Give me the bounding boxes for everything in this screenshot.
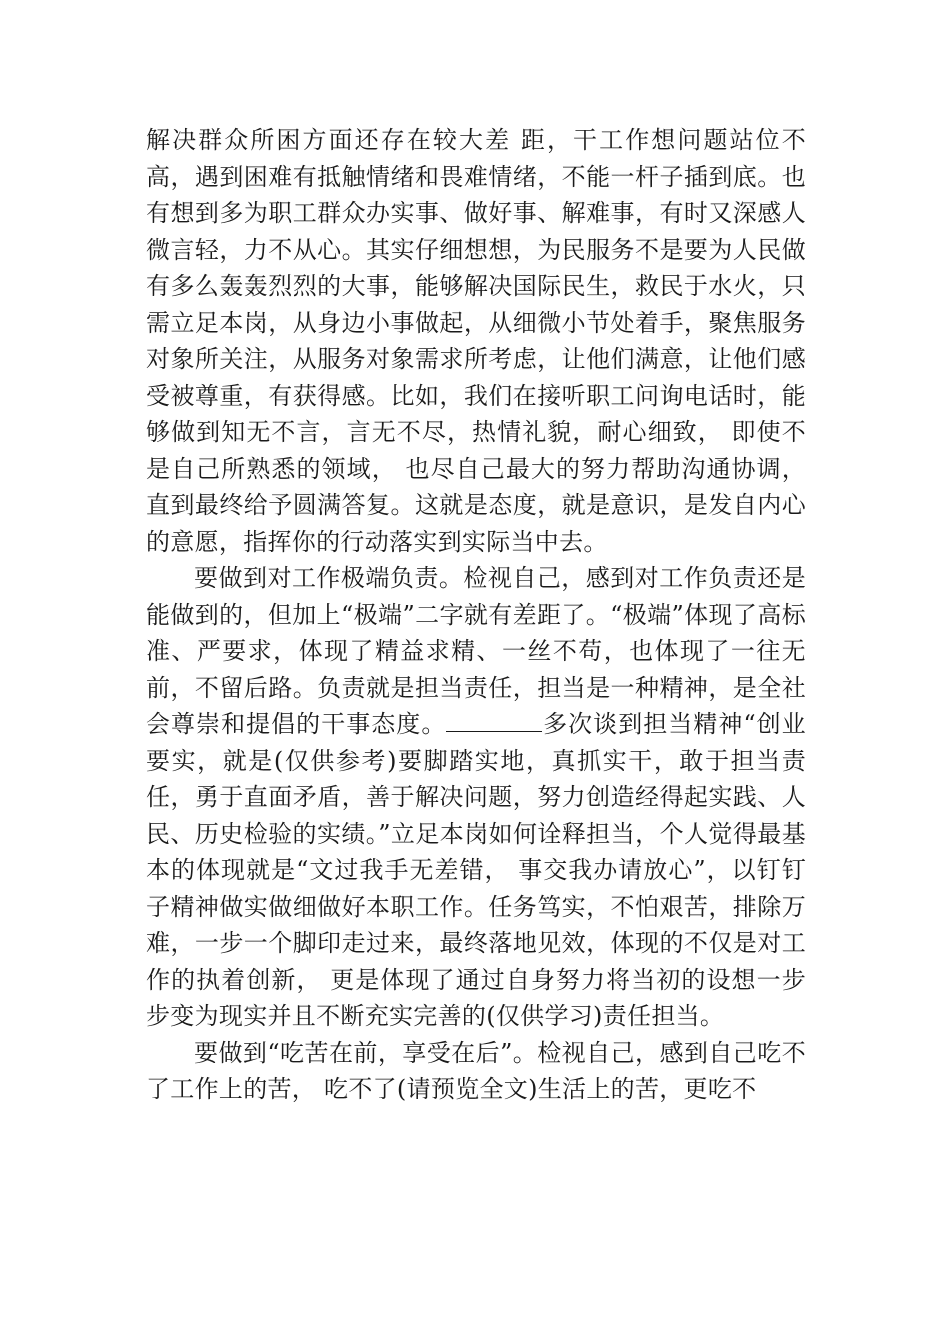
paragraph-2-text-before: 要做到对工作极端负责。检视自己，感到对工作负责还是能做到的，但加上“极端”二字就有差距了。“极端”体现了高标准、严要求，体现了精益求精、一丝不苟，也体现了一往无前，不留后路。负责就是担当责任，担当是一种精神，是全社会尊崇和提倡的干事态度。 — [146, 564, 806, 738]
paragraph-3: 要做到“吃苦在前，享受在后”。检视自己，感到自己吃不了工作上的苦， 吃不了(请预览全文)生活上的苦，更吃不 — [146, 1038, 806, 1103]
paragraph-2-text-after: 多次谈到担当精神“创业要实，就是(仅供参考)要脚踏实地，真抓实干，敢于担当责任，勇于直面矛盾，善于解决问题，努力创造经得起实践、人民、历史检验的实绩。”立足本岗如何诠释担当，个人觉得最基本的体现就是“文过我手无差错， 事交我办请放心”，以钉钉子精神做实做细做好本职工作。任务笃实，不怕艰苦，排除万难，一步一个脚印走过来，最终落地见效，体现的不仅是对工作的执着创新， 更是体现了通过自身努力将当初的设想一步步变为现实并且不断充实完善的(仅供学习)责任担当。 — [146, 710, 806, 1030]
paragraph-1: 解决群众所困方面还存在较大差 距，干工作想问题站位不高，遇到困难有抵触情绪和畏难情绪，不能一杆子插到底。也有想到多为职工群众办实事、做好事、解难事，有时又深感人微言轻，力不从心。其实仔细想想，为民服务不是要为人民做有多么轰轰烈烈的大事，能够解决国际民生，救民于水火，只需立足本岗，从身边小事做起，从细微小节处着手，聚焦服务对象所关注，从服务对象需求所考虑，让他们满意，让他们感受被尊重，有获得感。比如，我们在接听职工问询电话时，能够做到知无不言，言无不尽，热情礼貌，耐心细致， 即使不是自己所熟悉的领域， 也尽自己最大的努力帮助沟通协调， 直到最终给予圆满答复。这就是态度，就是意识，是发自内心的意愿，指挥你的行动落实到实际当中去。 — [146, 126, 806, 556]
paragraph-2 — [146, 560, 806, 1035]
document-body — [146, 122, 806, 1108]
redacted-blank — [446, 709, 542, 732]
